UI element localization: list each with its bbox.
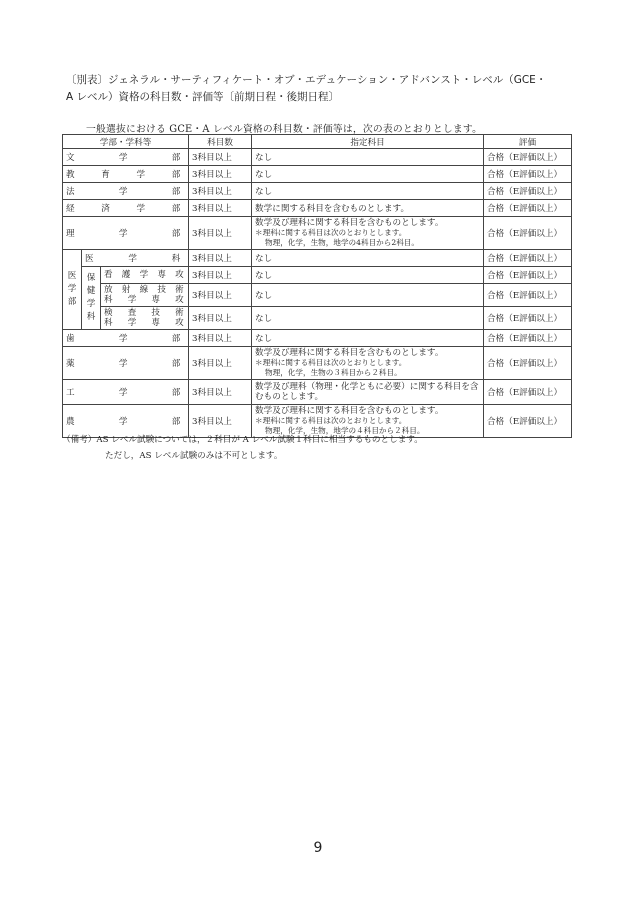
faculty-cell: 農学部: [63, 405, 189, 438]
table-row: [63, 149, 572, 166]
table-row: [63, 307, 572, 330]
faculty-cell: 教育学部: [63, 166, 189, 183]
subjects-list: 物理，化学，生物，地学の４科目から２科目。: [265, 426, 425, 435]
count-cell: 3科目以上: [189, 347, 252, 380]
count-cell: 3科目以上: [189, 217, 252, 250]
eval-cell: 合格（E評価以上）: [484, 380, 572, 405]
subjects-main: 数学及び理科に関する科目を含むものとします。: [255, 406, 444, 416]
table-row: [63, 380, 572, 405]
major-line-1: 検査技術: [104, 308, 186, 318]
faculty-cell: 法学部: [63, 183, 189, 200]
subjects-cell: なし: [252, 166, 484, 183]
count-cell: 3科目以上: [189, 200, 252, 217]
gce-requirements-table: [62, 134, 572, 438]
table-row: [63, 250, 572, 267]
table-row: [63, 347, 572, 380]
subjects-cell: 数学及び理科（物理・化学ともに必要）に関する科目を含むものとします。: [252, 380, 484, 405]
eval-cell: 合格（E評価以上）: [484, 307, 572, 330]
major-line-2: 科学専攻: [104, 318, 186, 328]
eval-cell: 合格（E評価以上）: [484, 267, 572, 284]
count-cell: 3科目以上: [189, 250, 252, 267]
eval-cell: 合格（E評価以上）: [484, 217, 572, 250]
table-row: [63, 217, 572, 250]
faculty-cell: 医学科: [82, 250, 189, 267]
subjects-cell: 数学に関する科目を含むものとします。: [252, 200, 484, 217]
faculty-cell: 工学部: [63, 380, 189, 405]
count-cell: 3科目以上: [189, 380, 252, 405]
eval-cell: 合格（E評価以上）: [484, 405, 572, 438]
table-row: [63, 183, 572, 200]
subjects-cell: なし: [252, 284, 484, 307]
eval-cell: 合格（E評価以上）: [484, 250, 572, 267]
subjects-cell: なし: [252, 330, 484, 347]
eval-cell: 合格（E評価以上）: [484, 347, 572, 380]
eval-cell: 合格（E評価以上）: [484, 200, 572, 217]
faculty-cell: 薬学部: [63, 347, 189, 380]
note-line-2: ただし，AS レベル試験のみは不可とします。: [105, 451, 283, 461]
eval-cell: 合格（E評価以上）: [484, 166, 572, 183]
table-header-row: [63, 135, 572, 149]
table-row: [63, 330, 572, 347]
major-line-2: 科学専攻: [104, 295, 186, 305]
group-label-text: 保 健 学 科: [86, 273, 96, 322]
subjects-note: ＊理科に関する科目は次のとおりとします。: [255, 416, 407, 425]
count-cell: 3科目以上: [189, 267, 252, 284]
group-label-igaku: [63, 250, 82, 330]
count-cell: 3科目以上: [189, 149, 252, 166]
intro-text: 一般選抜における GCE・A レベル資格の科目数・評価等は，次の表のとおりとします。: [86, 124, 483, 135]
table-row: [63, 267, 572, 284]
notes: [62, 432, 423, 464]
subjects-main: 数学及び理科に関する科目を含むものとします。: [255, 348, 444, 358]
count-cell: 3科目以上: [189, 330, 252, 347]
table-row: [63, 166, 572, 183]
count-cell: 3科目以上: [189, 405, 252, 438]
eval-cell: 合格（E評価以上）: [484, 330, 572, 347]
major-cell: 看護学専攻: [101, 267, 189, 284]
heading-line-1: 〔別表〕ジェネラル・サーティフィケート・オブ・エデュケーション・アドバンスト・レベル（GCE・: [66, 74, 547, 86]
subjects-note: ＊理科に関する科目は次のとおりとします。: [255, 228, 407, 237]
eval-cell: 合格（E評価以上）: [484, 284, 572, 307]
subjects-cell: なし: [252, 267, 484, 284]
faculty-cell: 理学部: [63, 217, 189, 250]
table-row: [63, 284, 572, 307]
eval-cell: 合格（E評価以上）: [484, 149, 572, 166]
page-number: 9: [313, 840, 323, 856]
table-row: [63, 200, 572, 217]
subjects-list: 物理，化学，生物，地学の4科目から2科目。: [265, 238, 419, 247]
subjects-list: 物理，化学，生物の３科目から２科目。: [265, 368, 402, 377]
heading-line-2: A レベル）資格の科目数・評価等〔前期日程・後期日程〕: [66, 91, 340, 103]
subjects-cell: [252, 217, 484, 250]
subjects-cell: なし: [252, 183, 484, 200]
header-count: 科目数: [189, 135, 252, 149]
document-heading: [66, 72, 586, 106]
count-cell: 3科目以上: [189, 183, 252, 200]
note-line-1: （備考）AS レベル試験については，２科目が A レベル試験１科目に相当するものとします。: [62, 435, 423, 445]
group-label-text: 医 学 部: [67, 271, 77, 307]
subjects-cell: [252, 347, 484, 380]
subjects-main: 数学及び理科に関する科目を含むものとします。: [255, 218, 444, 228]
faculty-cell: 歯学部: [63, 330, 189, 347]
subjects-note: ＊理科に関する科目は次のとおりとします。: [255, 358, 407, 367]
header-subjects: 指定科目: [252, 135, 484, 149]
header-eval: 評価: [484, 135, 572, 149]
major-cell: [101, 307, 189, 330]
group-label-hoken: [82, 267, 101, 330]
subjects-cell: なし: [252, 149, 484, 166]
count-cell: 3科目以上: [189, 307, 252, 330]
subjects-cell: なし: [252, 307, 484, 330]
major-line-1: 放射線技術: [104, 285, 186, 295]
count-cell: 3科目以上: [189, 284, 252, 307]
major-cell: [101, 284, 189, 307]
header-faculty: 学部・学科等: [63, 135, 189, 149]
count-cell: 3科目以上: [189, 166, 252, 183]
faculty-cell: 経済学部: [63, 200, 189, 217]
subjects-cell: なし: [252, 250, 484, 267]
eval-cell: 合格（E評価以上）: [484, 183, 572, 200]
faculty-cell: 文学部: [63, 149, 189, 166]
